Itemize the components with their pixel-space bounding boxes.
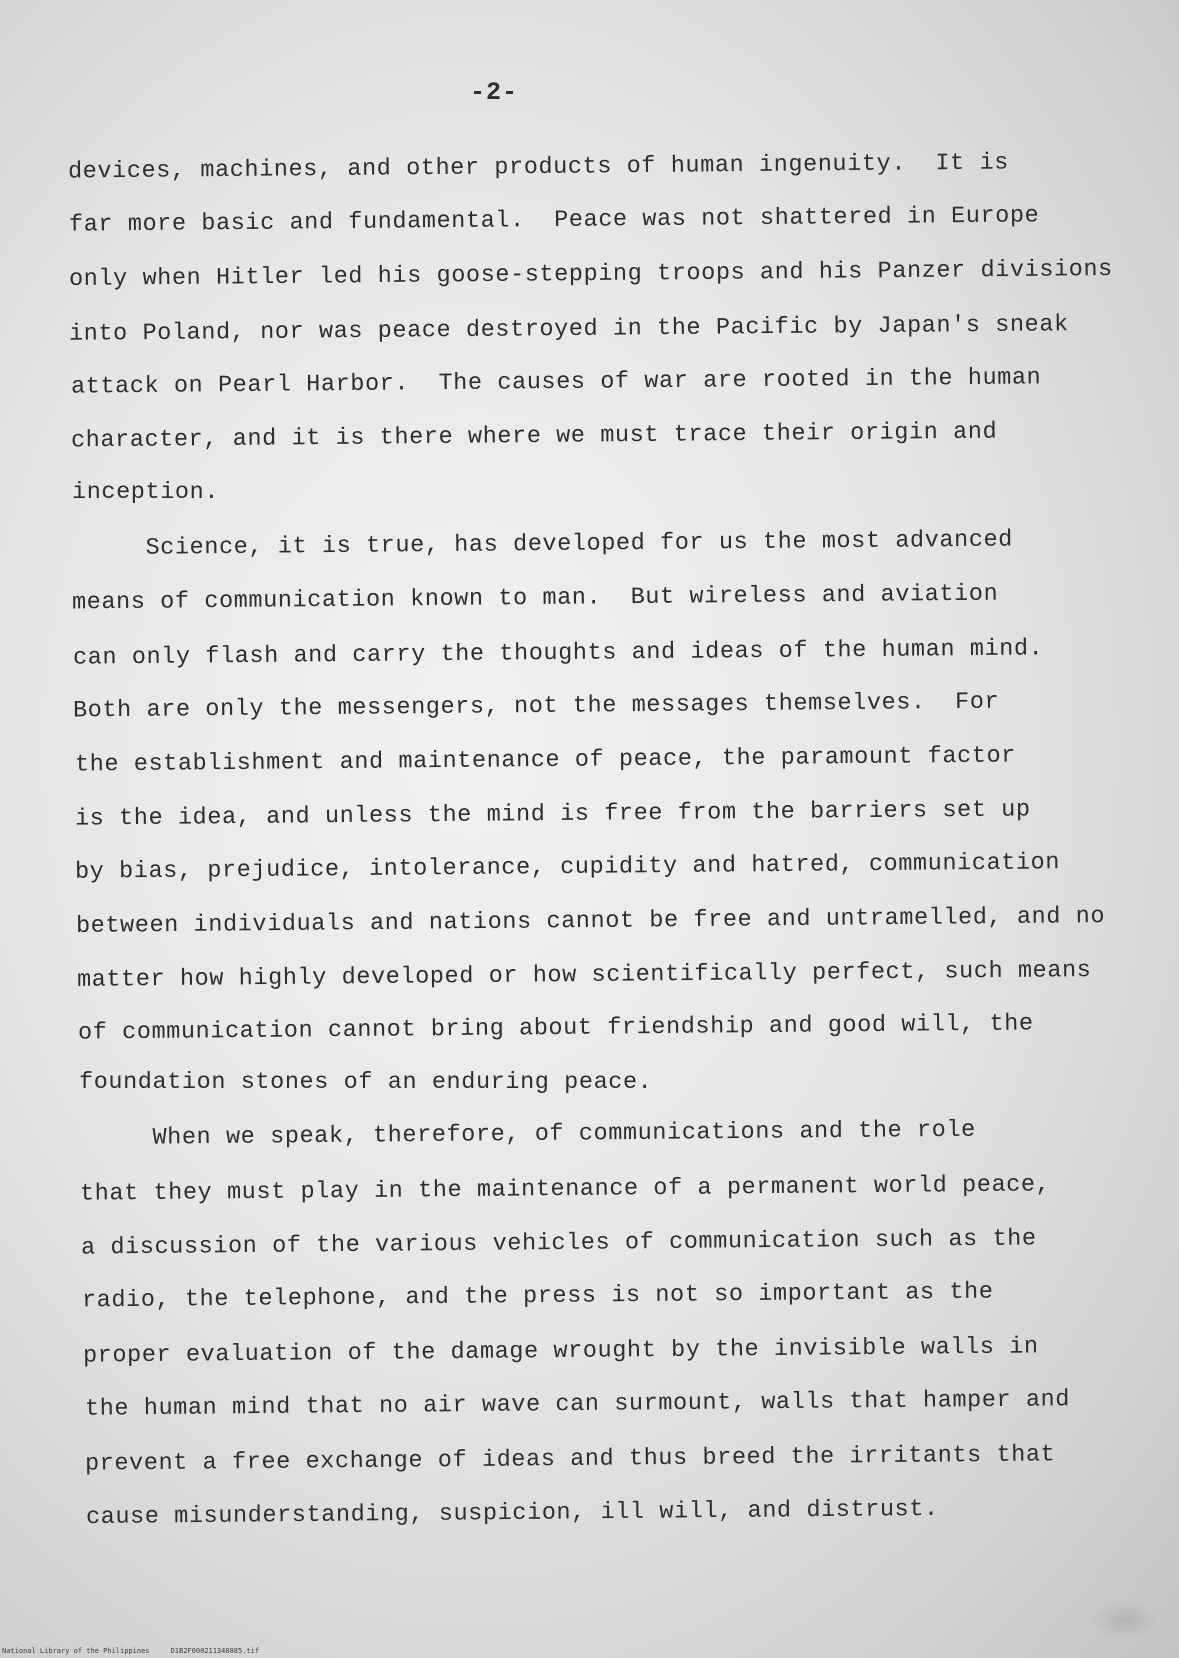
text-line: into Poland, nor was peace destroyed in the Pacific by Japan's sneak bbox=[68, 311, 1069, 348]
text-line: of communication cannot bring about friendship and good will, the bbox=[77, 1010, 1034, 1047]
text-line: inception. bbox=[72, 479, 220, 506]
text-line: Science, it is true, has developed for us the most advanced bbox=[71, 526, 1014, 563]
text-line: the establishment and maintenance of peace, the paramount factor bbox=[74, 742, 1017, 779]
text-line: cause misunderstanding, suspicion, ill will, and distrust. bbox=[85, 1495, 939, 1532]
paper-smudge bbox=[1090, 1600, 1160, 1640]
text-line: Both are only the messengers, not the messages themselves. For bbox=[72, 688, 1000, 725]
text-line: far more basic and fundamental. Peace was not shattered in Europe bbox=[68, 202, 1040, 239]
text-line: character, and it is there where we must trace their origin and bbox=[70, 418, 998, 455]
text-line: between individuals and nations cannot be free and untramelled, and no bbox=[75, 903, 1106, 940]
text-line: foundation stones of an enduring peace. bbox=[79, 1069, 653, 1096]
text-line: attack on Pearl Harbor. The causes of war are rooted in the human bbox=[70, 364, 1042, 401]
page-number: -2- bbox=[470, 78, 519, 107]
text-line: matter how highly developed or how scientifically perfect, such means bbox=[76, 957, 1092, 994]
text-line: that they must play in the maintenance of a permanent world peace, bbox=[79, 1171, 1051, 1208]
text-line: can only flash and carry the thoughts and ideas of the human mind. bbox=[72, 635, 1044, 672]
text-line: a discussion of the various vehicles of communication such as the bbox=[80, 1225, 1037, 1262]
text-line: only when Hitler led his goose-stepping troops and his Panzer divisions bbox=[68, 255, 1113, 294]
text-line: means of communication known to man. But wireless and aviation bbox=[71, 580, 999, 617]
footer-caption: National Library of the Philippines D1B2F000211348885.tif bbox=[2, 1647, 260, 1655]
text-line: proper evaluation of the damage wrought by the invisible walls in bbox=[82, 1333, 1039, 1370]
text-line: the human mind that no air wave can surmount, walls that hamper and bbox=[84, 1386, 1071, 1423]
text-line: radio, the telephone, and the press is not so important as the bbox=[81, 1278, 994, 1315]
text-line: is the idea, and unless the mind is free from the barriers set up bbox=[74, 796, 1031, 833]
text-line: When we speak, therefore, of communications and the role bbox=[78, 1116, 976, 1153]
text-line: prevent a free exchange of ideas and thus breed the irritants that bbox=[84, 1441, 1056, 1478]
text-line: devices, machines, and other products of human ingenuity. It is bbox=[67, 149, 1010, 186]
text-line: by bias, prejudice, intolerance, cupidity and hatred, communication bbox=[74, 849, 1061, 886]
